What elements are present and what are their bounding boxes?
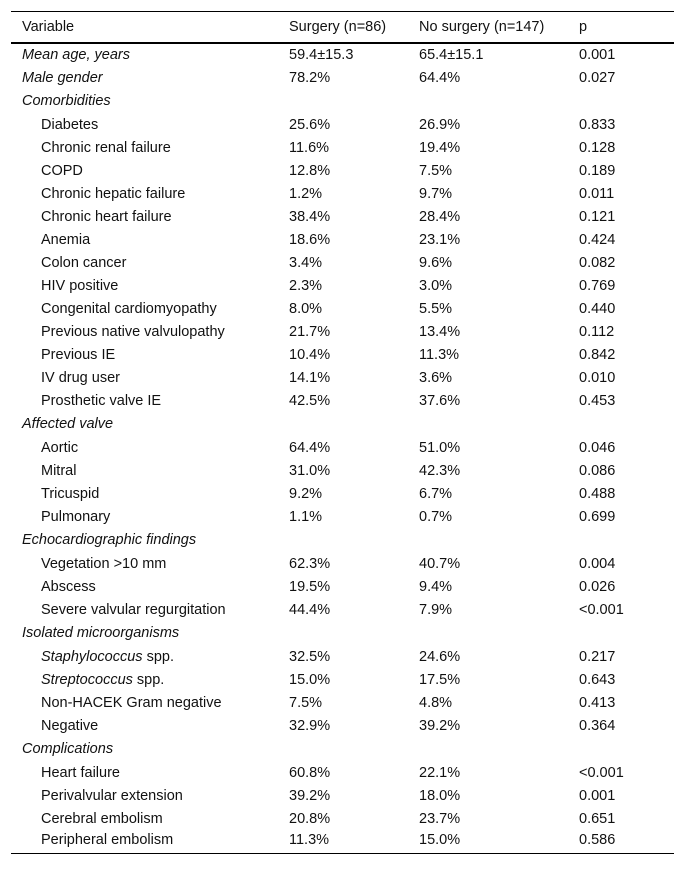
p-value: 0.424 [579,231,616,248]
p-value: <0.001 [579,764,624,781]
table-row [11,691,674,714]
p-value: 0.086 [579,462,616,479]
surgery-value: 59.4±15.3 [289,47,354,63]
table-row [11,668,674,691]
p-value: 0.082 [579,254,616,271]
row-label: Chronic hepatic failure [41,185,186,202]
header-row [11,12,674,44]
row-label: Tricuspid [41,485,100,502]
surgery-value: 15.0% [289,671,331,688]
surgery-value: 2.3% [289,277,323,294]
row-label: Non-HACEK Gram negative [41,694,222,711]
section-label: Echocardiographic findings [22,532,197,548]
table-row [11,343,674,366]
row-label: Congenital cardiomyopathy [41,300,217,317]
p-value: 0.699 [579,508,616,525]
surgery-value: 1.2% [289,185,323,202]
no-surgery-value: 3.0% [419,277,453,294]
row-label: Negative [41,717,99,734]
no-surgery-value: 6.7% [419,485,453,502]
surgery-value: 11.6% [289,139,330,156]
p-value: 0.112 [579,323,615,340]
comparison-table-container [11,11,663,854]
p-value: 0.004 [579,555,616,572]
row-label: Previous IE [41,346,116,363]
table-row [11,366,674,389]
no-surgery-value: 22.1% [419,764,461,781]
row-label: Perivalvular extension [41,787,183,804]
row-label: HIV positive [41,277,119,294]
row-label: Cerebral embolism [41,810,163,827]
row-label: Male gender [22,69,103,86]
surgery-value: 44.4% [289,601,331,618]
section-row [11,621,674,645]
section-row [11,528,674,552]
p-value: 0.026 [579,578,616,595]
p-value: <0.001 [579,601,624,618]
table-row [11,784,674,807]
section-label: Affected valve [22,416,114,432]
table-row [11,436,674,459]
row-label: Vegetation >10 mm [41,555,167,572]
section-label: Complications [22,741,114,757]
no-surgery-value: 28.4% [419,208,461,225]
surgery-value: 21.7% [289,323,331,340]
no-surgery-value: 23.1% [419,231,461,248]
surgery-value: 3.4% [289,254,323,271]
table-row [11,251,674,274]
no-surgery-value: 9.4% [419,578,453,595]
row-label: IV drug user [41,369,120,386]
p-value: 0.643 [579,671,616,688]
surgery-value: 64.4% [289,439,331,456]
surgery-value: 20.8% [289,810,331,827]
row-label: Abscess [41,578,96,595]
surgery-value: 19.5% [289,578,331,595]
p-value: 0.011 [579,185,615,202]
header-variable: Variable [22,19,75,35]
surgery-value: 14.1% [289,369,331,386]
surgery-value: 38.4% [289,208,331,225]
table-row [11,205,674,228]
organism-genus: Streptococcus [41,671,133,688]
surgery-value: 42.5% [289,392,331,409]
row-label: Heart failure [41,764,120,781]
table-header [11,12,674,44]
row-label: Severe valvular regurgitation [41,601,226,618]
no-surgery-value: 39.2% [419,717,461,734]
table-row [11,136,674,159]
no-surgery-value: 26.9% [419,116,461,133]
p-value: 0.364 [579,717,616,734]
no-surgery-value: 13.4% [419,323,461,340]
header-no-surgery: No surgery (n=147) [419,19,545,35]
table-row [11,761,674,784]
p-value: 0.440 [579,300,616,317]
p-value: 0.010 [579,369,616,386]
no-surgery-value: 64.4% [419,69,461,86]
table-row [11,552,674,575]
organism-suffix: spp. [132,671,165,688]
section-row [11,89,674,113]
no-surgery-value: 11.3% [419,346,460,363]
p-value: 0.027 [579,69,616,86]
no-surgery-value: 19.4% [419,139,461,156]
comparison-table [11,11,674,854]
surgery-value: 11.3% [289,831,330,848]
table-row [11,159,674,182]
surgery-value: 78.2% [289,69,331,86]
section-row [11,737,674,761]
table-row [11,320,674,343]
no-surgery-value: 9.7% [419,185,453,202]
row-label: Diabetes [41,116,99,133]
table-row [11,43,674,66]
surgery-value: 10.4% [289,346,331,363]
section-label: Isolated microorganisms [22,625,180,641]
no-surgery-value: 23.7% [419,810,461,827]
table-row [11,459,674,482]
table-row [11,505,674,528]
no-surgery-value: 7.5% [419,162,453,179]
surgery-value: 8.0% [289,300,323,317]
table-row [11,645,674,668]
surgery-value: 60.8% [289,764,331,781]
row-label: Colon cancer [41,254,127,271]
surgery-value: 1.1% [289,508,323,525]
table-row [11,297,674,320]
surgery-value: 25.6% [289,116,331,133]
table-row [11,482,674,505]
p-value: 0.001 [579,787,616,804]
row-label: Mean age, years [22,47,131,63]
surgery-value: 62.3% [289,555,331,572]
p-value: 0.001 [579,47,616,63]
table-row [11,714,674,737]
table-row [11,807,674,830]
row-label [11,668,289,691]
no-surgery-value: 18.0% [419,787,461,804]
no-surgery-value: 9.6% [419,254,453,271]
organism-genus: Staphylococcus [41,648,143,665]
p-value: 0.128 [579,139,616,156]
p-value: 0.121 [579,208,616,225]
p-value: 0.842 [579,346,616,363]
table-row [11,598,674,621]
row-label: Anemia [41,231,91,248]
no-surgery-value: 3.6% [419,369,453,386]
p-value: 0.453 [579,392,616,409]
p-value: 0.413 [579,694,616,711]
surgery-value: 39.2% [289,787,331,804]
row-label [11,645,289,668]
table-row [11,830,674,853]
no-surgery-value: 42.3% [419,462,461,479]
table-row [11,66,674,89]
p-value: 0.769 [579,277,616,294]
surgery-value: 12.8% [289,162,331,179]
surgery-value: 18.6% [289,231,331,248]
no-surgery-value: 51.0% [419,439,461,456]
table-body [11,43,674,853]
no-surgery-value: 24.6% [419,648,461,665]
p-value: 0.189 [579,162,616,179]
row-label: Chronic renal failure [41,139,171,156]
table-row [11,228,674,251]
p-value: 0.586 [579,831,616,848]
organism-suffix: spp. [142,648,174,665]
surgery-value: 9.2% [289,485,323,502]
row-label: Aortic [41,439,79,456]
row-label: Mitral [41,462,77,479]
no-surgery-value: 5.5% [419,300,453,317]
p-value: 0.488 [579,485,616,502]
no-surgery-value: 0.7% [419,508,453,525]
p-value: 0.833 [579,116,616,133]
table-row [11,575,674,598]
section-row [11,412,674,436]
table-row [11,182,674,205]
p-value: 0.217 [579,648,616,665]
p-value: 0.651 [579,810,616,827]
table-row [11,113,674,136]
surgery-value: 7.5% [289,694,323,711]
header-p-value: p [579,19,588,35]
section-label: Comorbidities [22,93,111,109]
no-surgery-value: 40.7% [419,555,461,572]
surgery-value: 32.5% [289,648,331,665]
p-value: 0.046 [579,439,616,456]
no-surgery-value: 17.5% [419,671,461,688]
header-surgery: Surgery (n=86) [289,19,387,35]
no-surgery-value: 15.0% [419,831,461,848]
row-label: COPD [41,162,83,179]
table-row [11,389,674,412]
row-label: Pulmonary [41,508,111,525]
row-label: Chronic heart failure [41,208,172,225]
no-surgery-value: 37.6% [419,392,461,409]
no-surgery-value: 4.8% [419,694,453,711]
table-row [11,274,674,297]
no-surgery-value: 7.9% [419,601,453,618]
row-label: Prosthetic valve IE [41,392,162,409]
surgery-value: 31.0% [289,462,331,479]
no-surgery-value: 65.4±15.1 [419,47,484,63]
row-label: Previous native valvulopathy [41,323,225,340]
surgery-value: 32.9% [289,717,331,734]
row-label: Peripheral embolism [41,831,174,848]
